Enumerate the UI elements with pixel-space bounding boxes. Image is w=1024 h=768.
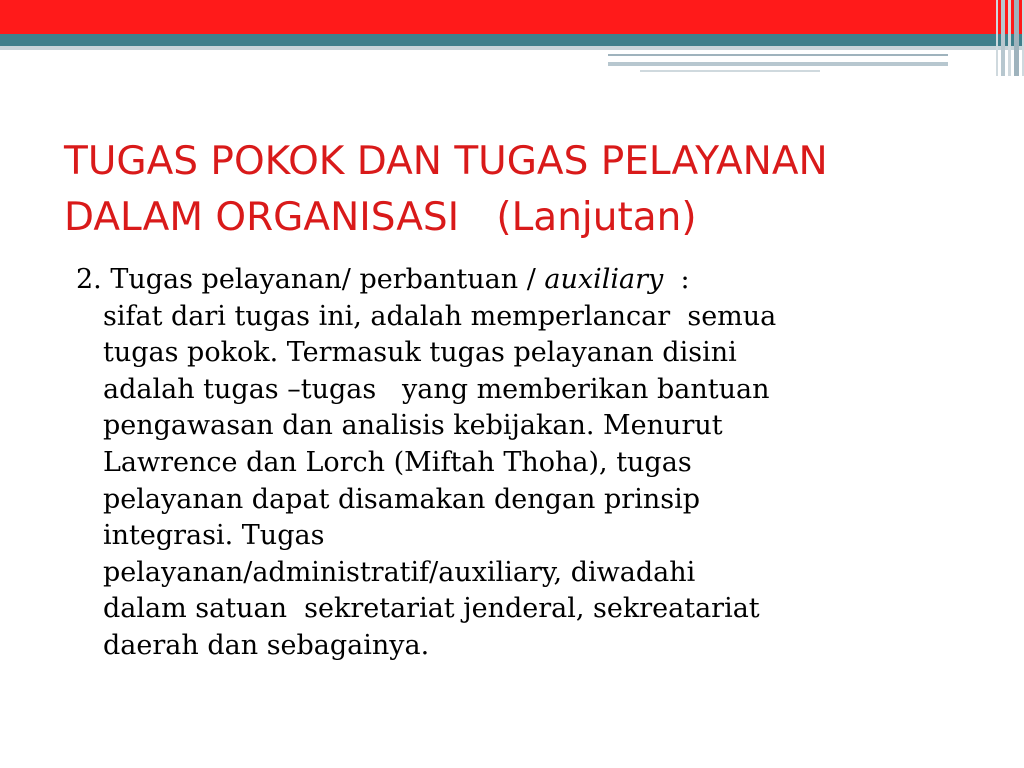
slide-title: [64, 134, 964, 246]
body-line: sifat dari tugas ini, adalah memperlancar semua: [103, 300, 777, 332]
title-line-1: TUGAS POKOK DAN TUGAS PELAYANAN: [64, 139, 828, 184]
decorative-stripes: [988, 0, 1024, 76]
stripe: [1008, 0, 1011, 76]
stripe: [1014, 0, 1019, 76]
body-line: integrasi. Tugas: [103, 520, 325, 552]
decorative-line: [608, 54, 948, 56]
item-prefix: 2. Tugas pelayanan/ perbantuan /: [76, 264, 545, 295]
body-line: daerah dan sebagainya.: [103, 629, 430, 661]
body-line: adalah tugas –tugas yang memberikan bantuan: [103, 373, 770, 405]
top-light-bar: [0, 46, 1024, 50]
body-line: pelayanan/administratif/auxiliary, diwadahi: [103, 556, 696, 588]
stripe: [1001, 0, 1005, 76]
title-line-2: DALAM ORGANISASI (Lanjutan): [64, 195, 697, 240]
decorative-line: [640, 70, 820, 72]
decorative-line: [608, 62, 948, 66]
body-line: pelayanan dapat disamakan dengan prinsip: [103, 483, 700, 515]
slide-body: [76, 262, 976, 665]
body-line: tugas pokok. Termasuk tugas pelayanan disini: [103, 337, 737, 369]
top-teal-bar: [0, 34, 1024, 46]
item-italic-term: auxiliary: [544, 264, 664, 295]
body-line: pengawasan dan analisis kebijakan. Menurut: [103, 410, 723, 442]
body-line: dalam satuan sekretariat jenderal, sekreatariat: [103, 593, 760, 625]
item-suffix: :: [663, 264, 690, 295]
top-red-bar: [0, 0, 1024, 34]
stripe: [996, 0, 998, 76]
body-line: Lawrence dan Lorch (Miftah Thoha), tugas: [103, 446, 692, 478]
list-item-heading: [76, 262, 976, 299]
